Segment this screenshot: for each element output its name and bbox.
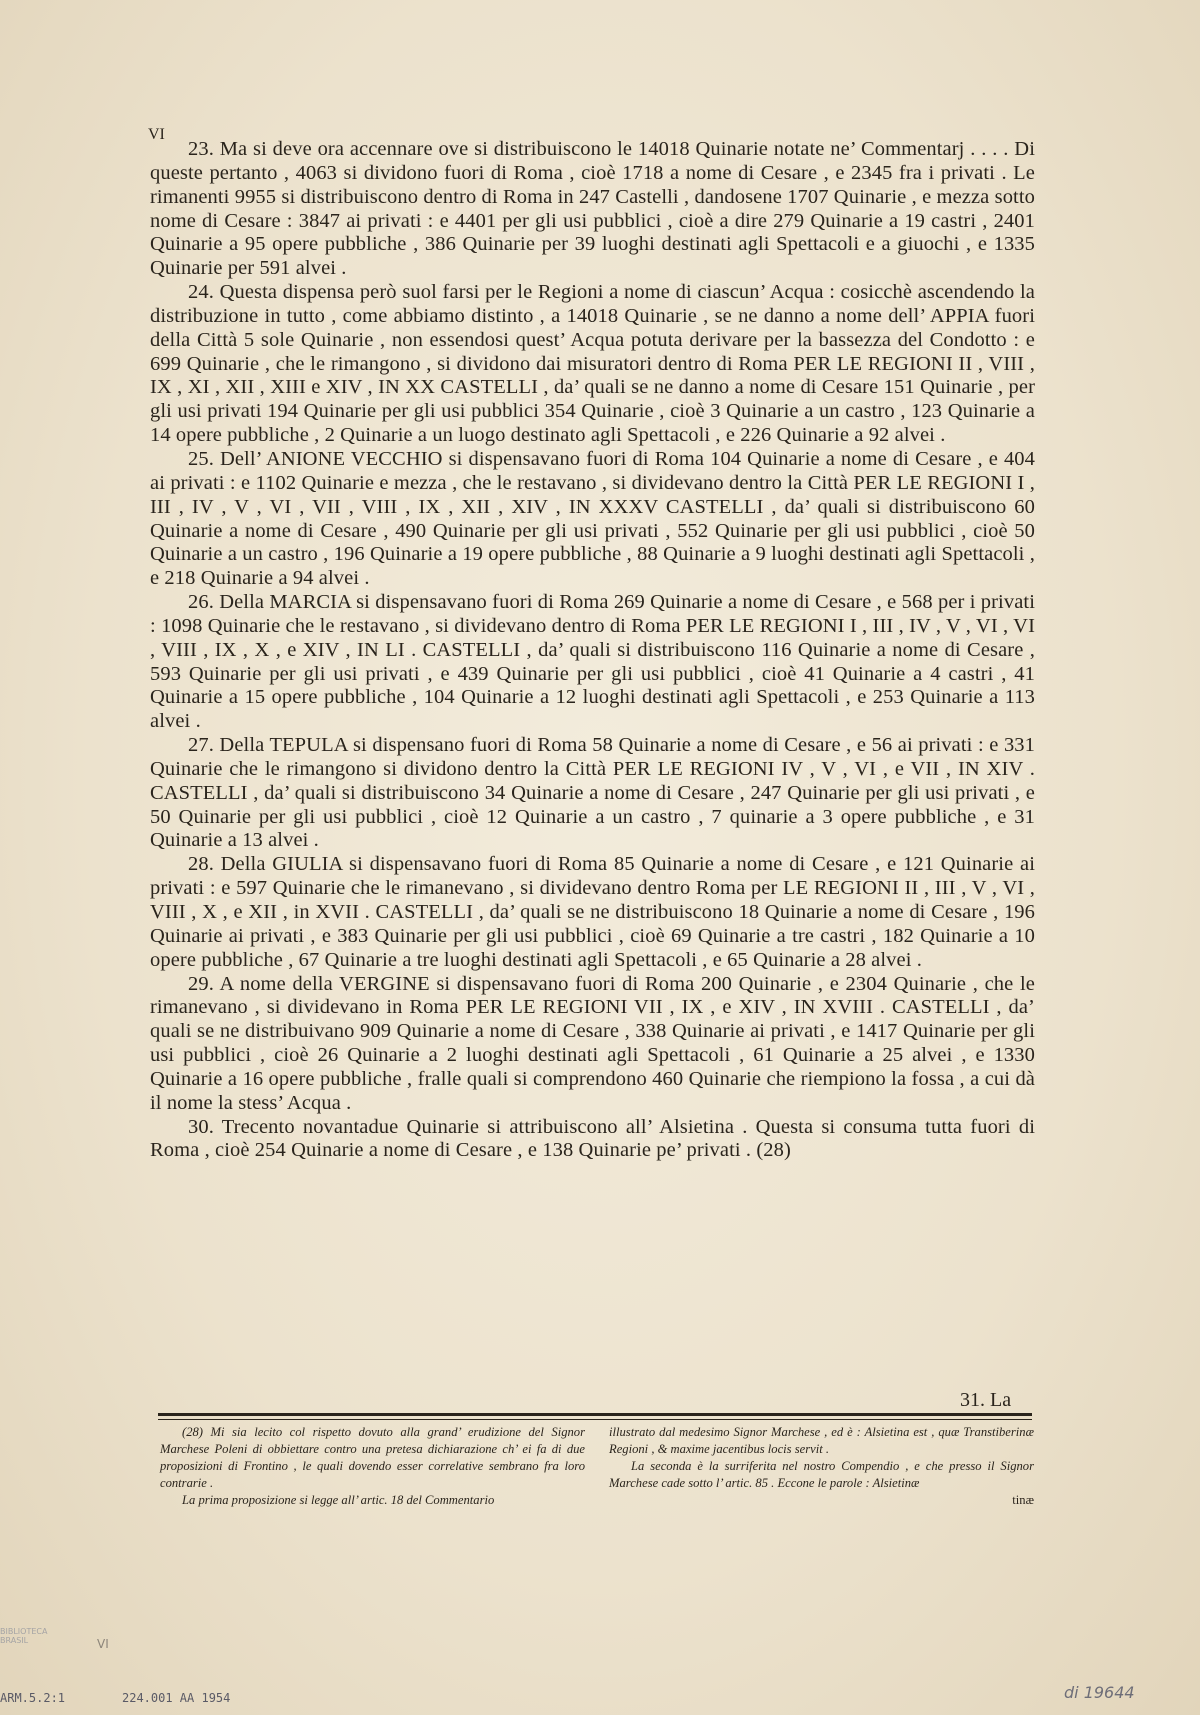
footnote-text: La prima proposizione si legge all’ artic. 18 del Commentario: [182, 1493, 495, 1507]
shelf-mark: ARM.5.2:1: [0, 1691, 66, 1705]
footnote-text: illustrato dal medesimo Signor Marchese , ed è : Alsietina est , quæ Transtiberinæ Regioni , & maxime jacentibus locis servit .: [609, 1425, 1034, 1456]
paragraph-29: 29. A nome della VERGINE si dispensavano fuori di Roma 200 Quinarie , e 2304 Quinarie , che le rimanevano , si dividevano in Roma PER LE REGIONI VII , IX , e XIV , IN XVIII . CASTELLI , da’ quali se ne distribuivano 909 Quinarie a nome di Cesare , 338 Quinarie ai privati , e 1417 Quinarie per gli usi pubblici , cioè 26 Quinarie a 2 luoghi destinati agli Spettacoli , 61 Quinarie a 25 alvei , e 1330 Quinarie a 16 opere pubbliche , fralle quali si comprendono 460 Quinarie che riempiono la fossa , a cui dà il nome la stess’ Acqua .: [150, 972, 1035, 1114]
footnotes: [160, 1424, 1035, 1509]
catchword: 31. La: [960, 1389, 1012, 1411]
paragraph-28: 28. Della GIULIA si dispensavano fuori di Roma 85 Quinarie a nome di Cesare , e 121 Quinarie ai privati : e 597 Quinarie che le rimanevano , si dividevano dentro Roma per LE REGIONI II , III , V , VI , VIII , X , e XII , in XVII . CASTELLI , da’ quali se ne distribuiscono 18 Quinarie a nome di Cesare , 196 Quinarie ai privati , e 383 Quinarie per gli usi pubblici , cioè 69 Quinarie a tre castri , 182 Quinarie a 10 opere pubbliche , 67 Quinarie a tre luoghi destinati agli Spettacoli , e 65 Quinarie a 28 alvei .: [150, 853, 1035, 971]
footnote-column-right: [609, 1424, 1034, 1509]
body-text: [150, 138, 1035, 1163]
inventory-number: 224.001 AA 1954: [122, 1691, 231, 1705]
footnote-rule-thin: [158, 1419, 1032, 1420]
paragraph-25: 25. Dell’ ANIONE VECCHIO si dispensavano fuori di Roma 104 Quinarie a nome di Cesare , e 404 ai privati : e 1102 Quinarie e mezza , che le restavano , si dividevano dentro la Città PER LE REGIONI I , III , IV , V , VI , VII , VIII , IX , XII , XIV , IN XXXV CASTELLI , da’ quali si distribuiscono 60 Quinarie a nome di Cesare , 490 Quinarie per gli usi privati , 552 Quinarie per gli usi pubblici , cioè 50 Quinarie a un castro , 196 Quinarie a 19 opere pubbliche , 88 Quinarie a 9 luoghi destinati agli Spettacoli , e 218 Quinarie a 94 alvei .: [150, 447, 1035, 590]
library-stamp: BIBLIOTECA BRASIL: [0, 1627, 48, 1645]
paragraph-26: 26. Della MARCIA si dispensavano fuori di Roma 269 Quinarie a nome di Cesare , e 568 per i privati : 1098 Quinarie che le restavano , si dividevano dentro di Roma PER LE REGIONI I , III , IV , V , VI , VI , VIII , IX , X , e XIV , IN LI . CASTELLI , da’ quali si distribuiscono 116 Quinarie a nome di Cesare , 593 Quinarie per gli usi privati , e 439 Quinarie per gli usi pubblici , cioè 41 Quinarie a 4 castri , 41 Quinarie a 15 opere pubbliche , 104 Quinarie a 12 luoghi destinati agli Spettacoli , e 253 Quinarie a 113 alvei .: [150, 591, 1035, 733]
footnote-column-left: [160, 1424, 585, 1509]
paragraph-27: 27. Della TEPULA si dispensano fuori di Roma 58 Quinarie a nome di Cesare , e 56 ai privati : e 331 Quinarie che le rimangono si dividono dentro la Città PER LE REGIONI IV , V , VI , e VII , IN XIV . CASTELLI , da’ quali si distribuiscono 34 Quinarie a nome di Cesare , 247 Quinarie per gli usi privati , e 50 Quinarie per gli usi pubblici , cioè 12 Quinarie a un castro , 7 quinarie a 3 opere pubbliche , e 31 Quinarie a 13 alvei .: [150, 734, 1035, 852]
paragraph-24: 24. Questa dispensa però suol farsi per le Regioni a nome di ciascun’ Acqua : cosicchè ascendendo la distribuzione in tutto , come abbiamo distinto , a 14018 Quinarie , se ne danno a nome dell’ APPIA fuori della Città 5 sole Quinarie , non essendosi quest’ Acqua potuta derivare per la bassezza del Condotto : e 699 Quinarie , che le rimangono , si dividono dai misuratori dentro di Roma PER LE REGIONI II , VIII , IX , XI , XII , XIII e XIV , IN XX CASTELLI , da’ quali se ne danno a nome di Cesare 151 Quinarie , per gli usi privati 194 Quinarie per gli usi pubblici 354 Quinarie , cioè 3 Quinarie a un castro , 123 Quinarie a 14 opere pubbliche , 2 Quinarie a un luogo destinato agli Spettacoli , e 226 Quinarie a 92 alvei .: [150, 281, 1035, 447]
footnote-catchword: tinæ: [1012, 1493, 1034, 1507]
footnote-text: (28) Mi sia lecito col rispetto dovuto alla grand’ erudizione del Signor Marchese Poleni di obbiettare contro una pretesa dichiarazione ch’ ei fa di due proposizioni di Frontino , le quali dovendo esser correlative sembrano fra loro contrarie .: [160, 1425, 585, 1490]
footnote-rule: [158, 1413, 1032, 1416]
margin-note: VI: [97, 1637, 109, 1651]
footnote-text: La seconda è la surriferita nel nostro Compendio , e che presso il Signor Marchese cade sotto l’ artic. 85 . Eccone le parole : Alsietinæ: [609, 1459, 1034, 1490]
handwritten-number: di 19644: [1064, 1683, 1135, 1702]
paragraph-23: 23. Ma si deve ora accennare ove si distribuiscono le 14018 Quinarie notate ne’ Commentarj . . . . Di queste pertanto , 4063 si dividono fuori di Roma , cioè 1718 a nome di Cesare , e 2345 fra i privati . Le rimanenti 9955 si distribuiscono dentro di Roma in 247 Castelli , dandosene 1707 Quinarie , e mezza sotto nome di Cesare : 3847 ai privati : e 4401 per gli usi pubblici , cioè a dire 279 Quinarie a 19 castri , 2401 Quinarie a 95 opere pubbliche , 386 Quinarie per 39 luoghi destinati agli Spettacoli e a giuochi , e 1335 Quinarie per 591 alvei .: [150, 138, 1035, 280]
page-number: VI: [148, 126, 165, 143]
paragraph-30: 30. Trecento novantadue Quinarie si attribuiscono all’ Alsietina . Questa si consuma tutta fuori di Roma , cioè 254 Quinarie a nome di Cesare , e 138 Quinarie pe’ privati . (28): [150, 1115, 1035, 1162]
